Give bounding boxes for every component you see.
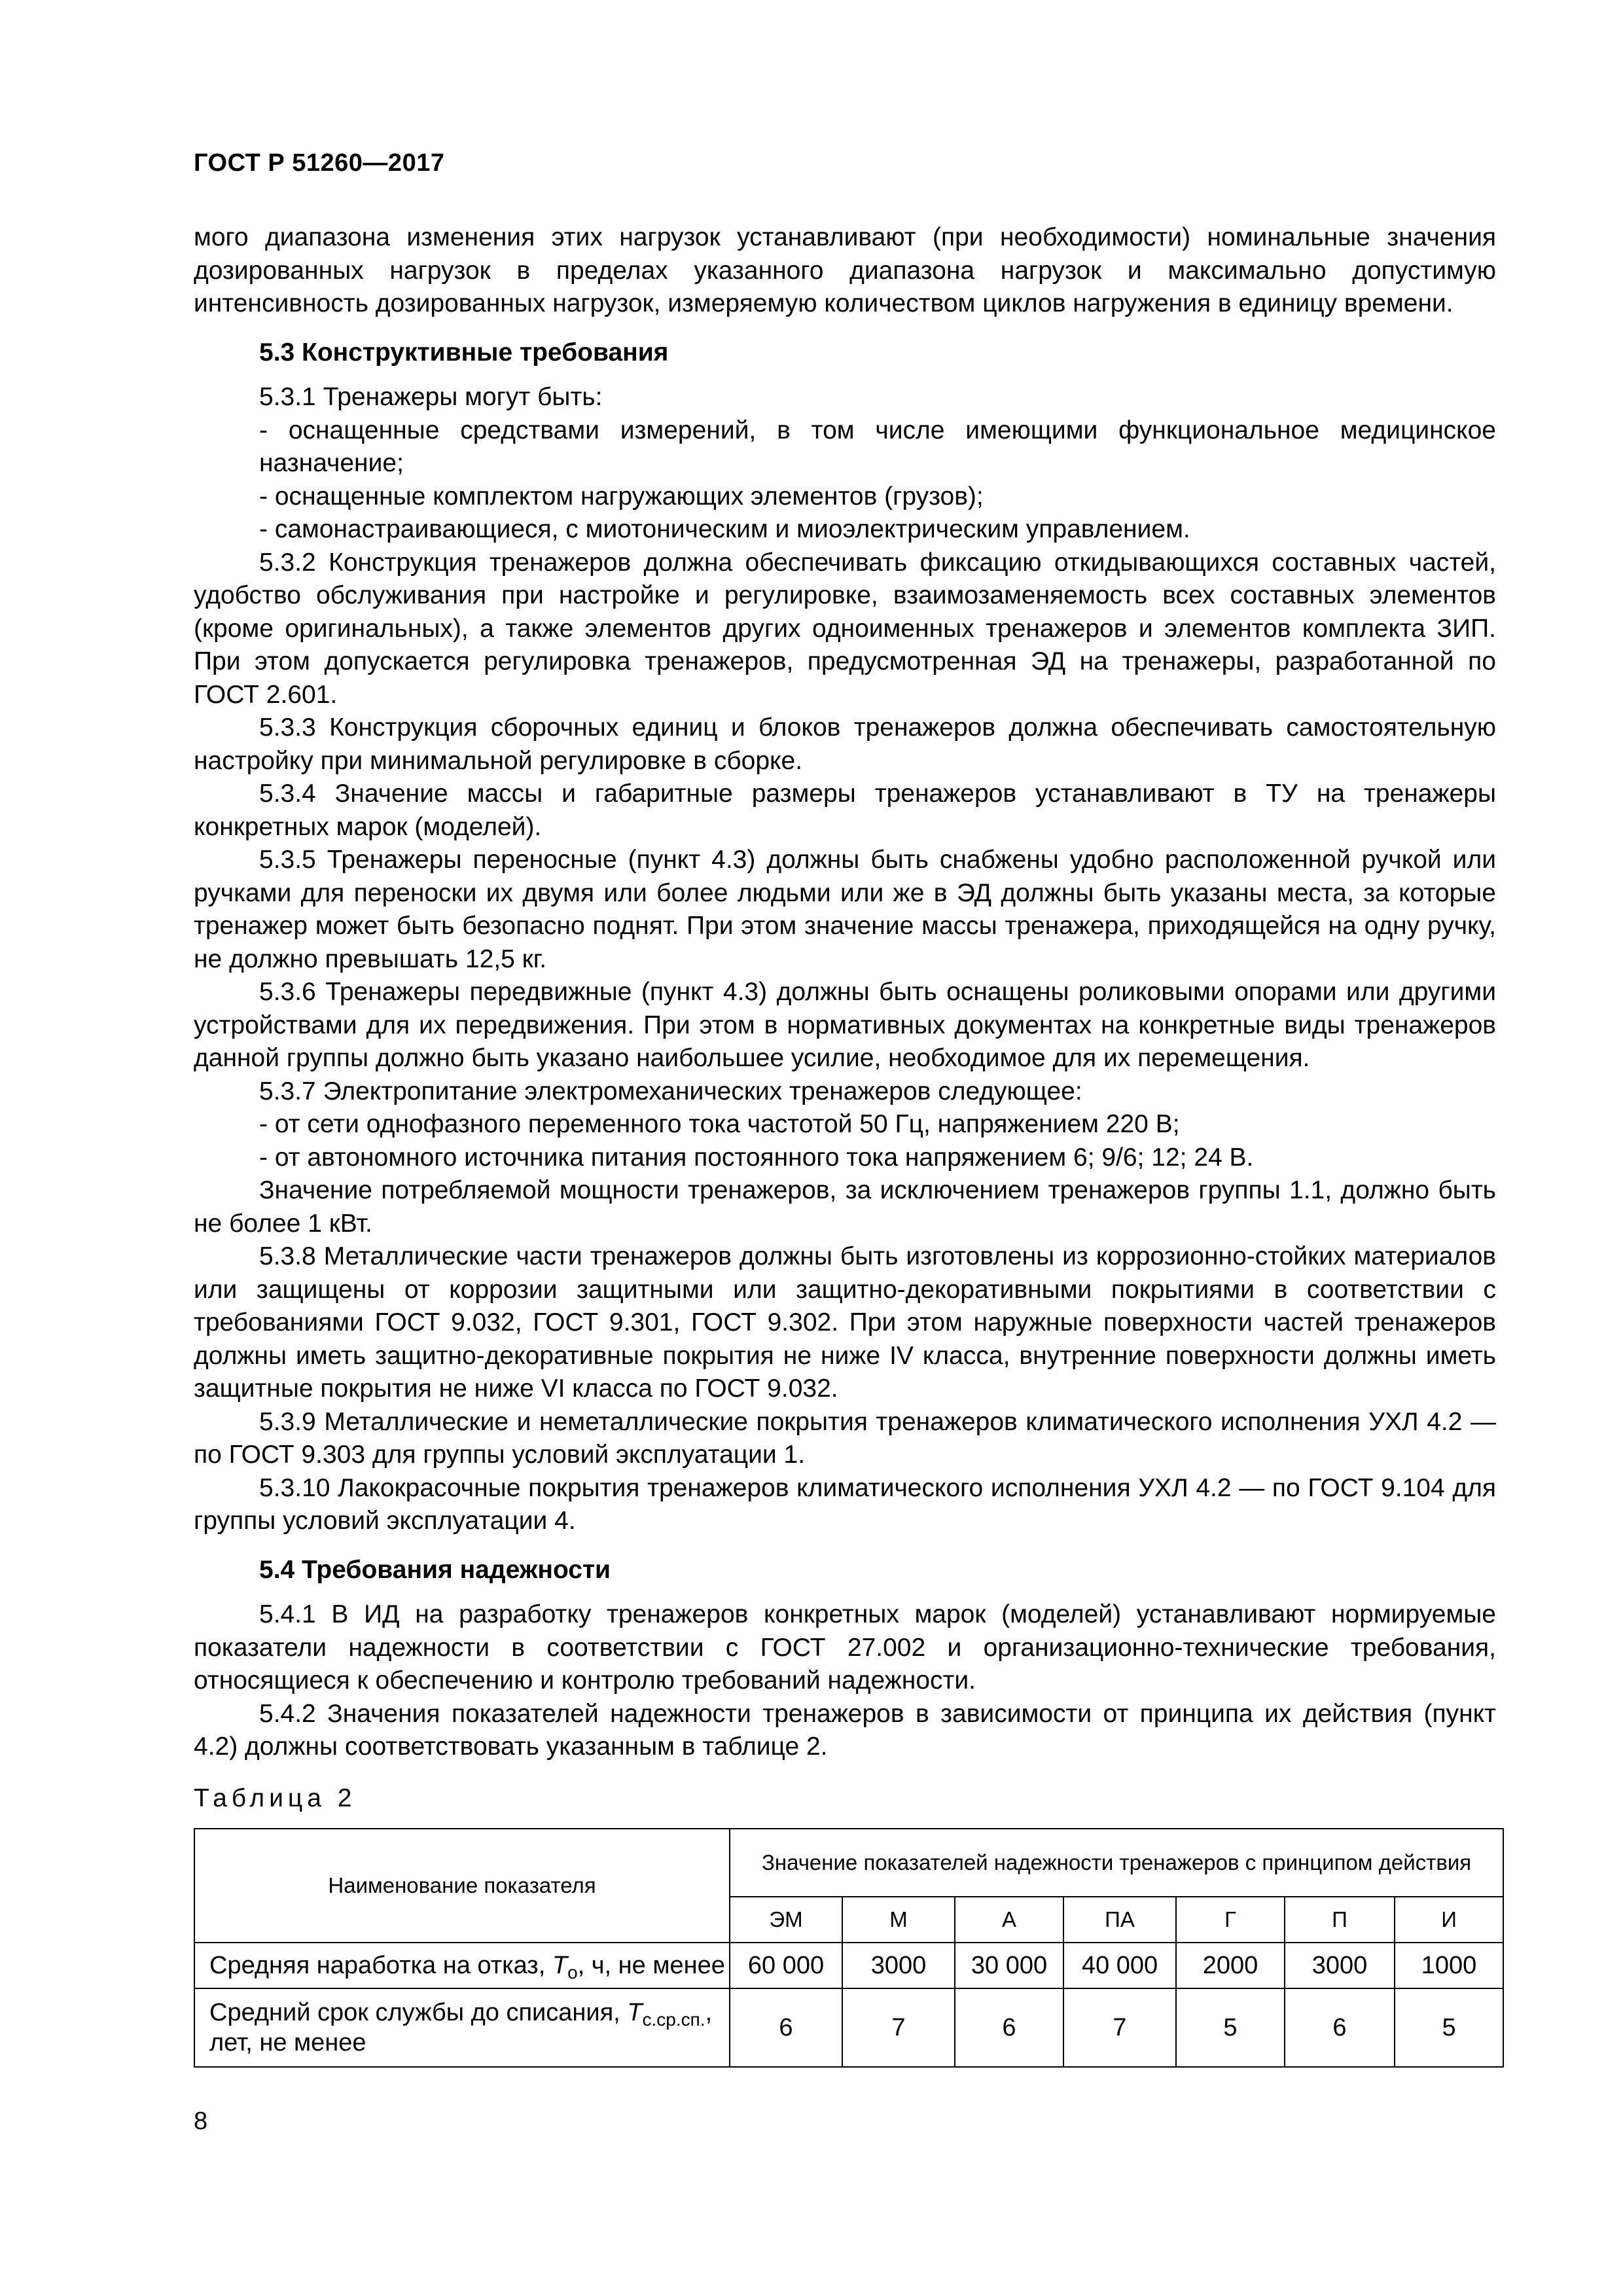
page-content	[194, 221, 1496, 2068]
symbol: T	[627, 1999, 643, 2026]
table-row	[194, 1943, 1503, 1988]
table-cell: 3000	[1285, 1943, 1395, 1988]
paragraph-5-4-2: 5.4.2 Значения показателей надежности тренажеров в зависимости от принципа их действия (пункт 4.2) должны соответствовать указанным в таблице 2.	[194, 1699, 1496, 1761]
paragraph-5-3-7-note: Значение потребляемой мощности тренажеров, за исключением тренажеров группы 1.1, должно быть не более 1 кВт.	[194, 1176, 1496, 1238]
row-label-text: , лет, не менее	[209, 1999, 713, 2056]
paragraph-5-3-10: 5.3.10 Лакокрасочные покрытия тренажеров климатического исполнения УХЛ 4.2 — по ГОСТ 9.104 для группы условий эксплуатации 4.	[194, 1473, 1496, 1535]
table-col-header: М	[842, 1897, 955, 1943]
paragraph-5-3-9: 5.3.9 Металлические и неметаллические покрытия тренажеров климатического исполнения УХЛ 4.2 — по ГОСТ 9.303 для группы условий эксплуатации 1.	[194, 1407, 1496, 1469]
table-col-header: П	[1285, 1897, 1395, 1943]
table-cell: 6	[955, 1988, 1063, 2067]
section-5-4-heading: 5.4 Требования надежности	[259, 1555, 611, 1584]
table-cell: 30 000	[955, 1943, 1063, 1988]
symbol-subscript: с.ср.сп.	[642, 2009, 705, 2030]
table-caption: Таблица 2	[194, 1784, 357, 1812]
table-col-header: ПА	[1063, 1897, 1176, 1943]
list-item: - оснащенные комплектом нагружающих элементов (грузов);	[259, 482, 984, 511]
table-cell: 7	[842, 1988, 955, 2067]
table-header-indicator: Наименование показателя	[194, 1829, 730, 1943]
table-col-header: И	[1395, 1897, 1503, 1943]
paragraph-5-3-7: 5.3.7 Электропитание электромеханических тренажеров следующее:	[259, 1077, 1082, 1105]
paragraph-5-3-2: 5.3.2 Конструкция тренажеров должна обеспечивать фиксацию откидывающихся составных частей, удобство обслуживания при настройке и регулировке, взаимозаменяемость всех составных элементов (кроме оригинальных), а также элементов других одноименных тренажеров и элементов комплекта ЗИП. При этом допускается регулировка тренажеров, предусмотренная ЭД на тренажеры, разработанной по ГОСТ 2.601.	[194, 548, 1496, 709]
table-header-group: Значение показателей надежности тренажеров с принципом действия	[730, 1829, 1503, 1897]
row-label-text: Средняя наработка на отказ,	[209, 1952, 552, 1979]
list-item: - от автономного источника питания постоянного тока напряжением 6; 9/6; 12; 24 В.	[259, 1143, 1254, 1172]
paragraph-5-3-1: 5.3.1 Тренажеры могут быть:	[259, 383, 603, 411]
table-cell: 6	[1285, 1988, 1395, 2067]
table-cell: 7	[1063, 1988, 1176, 2067]
paragraph-5-3-6: 5.3.6 Тренажеры передвижные (пункт 4.3) должны быть оснащены роликовыми опорами или другими устройствами для их передвижения. При этом в нормативных документах на конкретные виды тренажеров данной группы должно быть указано наибольшее усилие, необходимое для их перемещения.	[194, 978, 1496, 1072]
paragraph-5-3-8: 5.3.8 Металлические части тренажеров должны быть изготовлены из коррозионно-стойких материалов или защищены от коррозии защитными или защитно-декоративными покрытиями в соответствии с требованиями ГОСТ 9.032, ГОСТ 9.301, ГОСТ 9.302. При этом наружные поверхности частей тренажеров должны иметь защитно-декоративные покрытия не ниже IV класса, внутренние поверхности должны иметь защитные покрытия не ниже VI класса по ГОСТ 9.032.	[194, 1242, 1496, 1403]
standard-code-header: ГОСТ Р 51260—2017	[194, 149, 445, 177]
page-number: 8	[194, 2108, 208, 2135]
list-item: - самонастраивающиеся, с миотоническим и миоэлектрическим управлением.	[259, 515, 1190, 543]
table-cell: 5	[1176, 1988, 1285, 2067]
table-col-header: Г	[1176, 1897, 1285, 1943]
paragraph-5-3-4: 5.3.4 Значение массы и габаритные размеры тренажеров устанавливают в ТУ на тренажеры конкретных марок (моделей).	[194, 780, 1496, 841]
table-cell: 6	[730, 1988, 842, 2067]
list-item: - от сети однофазного переменного тока частотой 50 Гц, напряжением 220 В;	[259, 1110, 1180, 1138]
table-cell: 3000	[842, 1943, 955, 1988]
symbol: T	[552, 1952, 568, 1979]
table-cell: 5	[1395, 1988, 1503, 2067]
section-5-3-heading: 5.3 Конструктивные требования	[259, 338, 669, 367]
paragraph-5-3-5: 5.3.5 Тренажеры переносные (пункт 4.3) должны быть снабжены удобно расположенной ручкой или ручками для переноски их двумя или более людьми или же в ЭД должны быть указаны места, за которые тренажер может быть безопасно поднят. При этом значение массы тренажера, приходящейся на одну ручку, не должно превышать 12,5 кг.	[194, 846, 1496, 973]
table-col-header: ЭМ	[730, 1897, 842, 1943]
table-col-header: А	[955, 1897, 1063, 1943]
table-cell: 2000	[1176, 1943, 1285, 1988]
paragraph-5-4-1: 5.4.1 В ИД на разработку тренажеров конкретных марок (моделей) устанавливают нормируемые показатели надежности в соответствии с ГОСТ 27.002 и организационно-технические требования, относящиеся к обеспечению и контролю требований надежности.	[194, 1600, 1496, 1695]
table-cell: 60 000	[730, 1943, 842, 1988]
table-row-label	[194, 1988, 730, 2067]
table-cell: 1000	[1395, 1943, 1503, 1988]
table-row-label	[194, 1943, 730, 1988]
intro-paragraph: мого диапазона изменения этих нагрузок устанавливают (при необходимости) номинальные значения дозированных нагрузок в пределах указанного диапазона нагрузок и максимально допустимую интенсивность дозированных нагрузок, измеряемую количеством циклов нагружения в единицу времени.	[194, 223, 1496, 317]
row-label-text: Средний срок службы до списания,	[209, 1999, 628, 2026]
list-item: - оснащенные средствами измерений, в том числе имеющими функциональное медицинское назначение;	[259, 416, 1496, 477]
paragraph-5-3-3: 5.3.3 Конструкция сборочных единиц и блоков тренажеров должна обеспечивать самостоятельную настройку при минимальной регулировке в сборке.	[194, 713, 1496, 775]
row-label-text: , ч, не менее	[577, 1952, 725, 1979]
table-cell: 40 000	[1063, 1943, 1176, 1988]
table-row	[194, 1988, 1503, 2067]
symbol-subscript: о	[567, 1962, 578, 1982]
reliability-table	[194, 1828, 1504, 2068]
